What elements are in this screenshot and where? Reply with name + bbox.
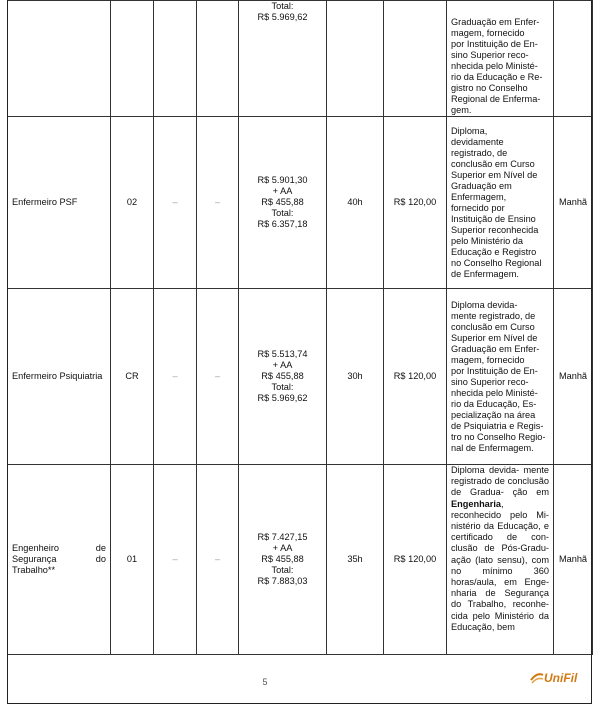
inscricao-cell: R$ 120,00 (384, 289, 447, 465)
requisito-line: Superior reconhecida (451, 224, 539, 235)
requisito-line: conclusão em Curso (451, 321, 535, 332)
afro-cell: – (197, 465, 239, 655)
requisito-line: Diploma, (451, 125, 488, 136)
vencimento-line: R$ 7.427,15 (257, 532, 308, 542)
requisito-line: magem, fornecido (451, 354, 525, 365)
requisito-line: devidamente (451, 136, 504, 147)
footer-divider (7, 654, 592, 655)
cargo-cell (8, 1, 111, 117)
vagas-cell (111, 1, 154, 117)
requisito-line: sino Superior reco- (451, 376, 529, 387)
pcd-cell: – (154, 465, 197, 655)
requisito-line: registrado, de (451, 147, 508, 158)
requisito-line: por Instituição de En- (451, 365, 538, 376)
requisito-line: nhecida pelo Ministé- (451, 387, 538, 398)
pcd-cell (154, 1, 197, 117)
vencimento-line: R$ 455,88 (261, 197, 304, 207)
cargo-cell: Enfermeiro Psiquiatria (8, 289, 111, 465)
vagas-cell: 02 (111, 117, 154, 289)
vencimento-cell (239, 465, 327, 655)
requisito-line: sino Superior reco- (451, 50, 529, 60)
vencimento-line: Total: (271, 382, 294, 392)
cargo-cell: Enfermeiro PSF (8, 117, 111, 289)
requisito-line: Educação e Registro (451, 246, 537, 257)
turno-cell: Manhã (554, 117, 593, 289)
vencimento-line: Total: (271, 565, 294, 575)
unifil-logo (530, 669, 592, 689)
vencimento-line: R$ 5.513,74 (257, 349, 308, 359)
requisito-text: Diploma devida- mente registrado de conclusão de Gradua- ção em (451, 465, 549, 498)
vencimento-line: R$ 7.883,03 (257, 576, 308, 586)
afro-cell (197, 1, 239, 117)
requisito-line: de Psiquiatria e Regis- (451, 420, 544, 431)
requisito-line: tro no Conselho Regio- (451, 431, 546, 442)
vagas-cell: CR (111, 289, 154, 465)
requisito-line: nhecida pelo Ministé- (451, 61, 538, 71)
requisito-bold-text: Engenharia (451, 498, 502, 509)
carga-horaria-cell: 40h (327, 117, 384, 289)
vencimento-cell (239, 1, 327, 117)
vencimento-line: R$ 6.357,18 (257, 219, 308, 229)
pcd-cell: – (154, 117, 197, 289)
requisito-text: , reconhecido pelo Mi- nistério da Educação, e certificado de con- clusão de Pós-Gradu- ação (lato sensu), com no mínimo 360 horas/aula, em Enge- nharia de Segurança do Trabalho, reconhe- cida pelo Ministério da Educação, bem (451, 498, 549, 632)
carga-horaria-cell: 30h (327, 289, 384, 465)
pcd-cell: – (154, 289, 197, 465)
carga-horaria-cell: 35h (327, 465, 384, 655)
table-row (8, 117, 593, 289)
requisitos-cell (447, 465, 554, 655)
requisito-line: Superior em Nível de (451, 169, 538, 180)
afro-cell: – (197, 117, 239, 289)
page-number: 5 (262, 677, 268, 687)
frame-left (7, 0, 8, 704)
requisito-line: Superior em Nível de (451, 332, 538, 343)
logo-text: UniFil (544, 671, 578, 685)
requisitos-cell (447, 117, 554, 289)
requisito-line: pelo Ministério da (451, 235, 524, 246)
requisito-line: mente registrado, de (451, 310, 536, 321)
requisito-line: por Instituição de En- (451, 39, 538, 49)
requisito-line: rio da Educação e Re- (451, 72, 543, 82)
afro-cell: – (197, 289, 239, 465)
requisito-line: gistro no Conselho (451, 83, 528, 93)
cargos-table (7, 0, 593, 655)
table-row (8, 1, 593, 117)
requisito-line: nal de Enfermagem. (451, 442, 534, 453)
vencimento-line: R$ 455,88 (261, 371, 304, 381)
vencimento-cell (239, 289, 327, 465)
requisito-line: Enfermagem, (451, 191, 507, 202)
requisito-line: pecialização na área (451, 409, 536, 420)
vagas-cell: 01 (111, 465, 154, 655)
vencimento-line: R$ 5.901,30 (257, 175, 308, 185)
requisito-line: fornecido por (451, 202, 505, 213)
vencimento-line: + AA (272, 186, 293, 196)
inscricao-cell: R$ 120,00 (384, 117, 447, 289)
requisito-line: gem. (451, 105, 472, 115)
requisito-line: Regional de Enferma- (451, 94, 541, 104)
table-row (8, 289, 593, 465)
requisito-line: Graduação em (451, 180, 512, 191)
vencimento-line: + AA (272, 543, 293, 553)
table-row (8, 465, 593, 655)
inscricao-cell (384, 1, 447, 117)
inscricao-cell: R$ 120,00 (384, 465, 447, 655)
requisito-line: Graduação em Enfer- (451, 343, 540, 354)
cargo-cell: Engenheiro de Segurança do Trabalho** (8, 465, 111, 655)
requisito-line: rio da Educação, Es- (451, 398, 537, 409)
unifil-logo-icon (530, 671, 544, 685)
requisito-line: conclusão em Curso (451, 158, 535, 169)
frame-right (591, 0, 592, 704)
vencimento-line: Total: (271, 1, 294, 11)
frame-bottom (7, 703, 592, 704)
turno-cell: Manhã (554, 465, 593, 655)
requisito-line: de Enfermagem. (451, 268, 519, 279)
vencimento-line: Total: (271, 208, 294, 218)
requisitos-cell (447, 1, 554, 117)
requisito-line: Instituição de Ensino (451, 213, 536, 224)
requisito-line: Graduação em Enfer- (451, 17, 540, 27)
requisito-line: no Conselho Regional (451, 257, 542, 268)
vencimento-line: + AA (272, 360, 293, 370)
vencimento-line: R$ 5.969,62 (257, 393, 308, 403)
requisito-line: magem, fornecido (451, 28, 525, 38)
vencimento-cell (239, 117, 327, 289)
turno-cell: Manhã (554, 289, 593, 465)
vencimento-line: R$ 455,88 (261, 554, 304, 564)
requisitos-cell (447, 289, 554, 465)
vencimento-line: R$ 5.969,62 (257, 12, 308, 22)
turno-cell (554, 1, 593, 117)
requisito-line: Diploma devida- (451, 299, 518, 310)
carga-horaria-cell (327, 1, 384, 117)
